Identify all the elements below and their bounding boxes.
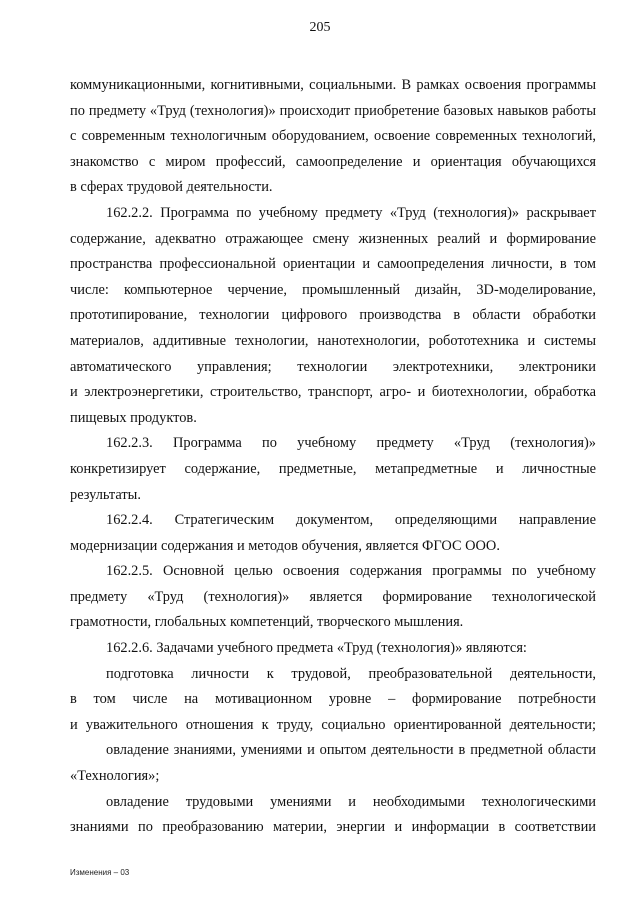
- text-line: и электроэнергетики, строительство, транспорт, агро- и биотехнологии, обработка: [70, 384, 596, 401]
- text-line: 162.2.6. Задачами учебного предмета «Труд (технология)» являются:: [106, 640, 527, 657]
- text-line: в сферах трудовой деятельности.: [70, 179, 273, 196]
- page-number: 205: [309, 20, 331, 35]
- text-line: материалов, аддитивные технологии, нанотехнологии, робототехника и системы: [70, 332, 596, 349]
- text-line: овладение трудовыми умениями и необходимыми технологическими: [106, 793, 596, 810]
- footer-revision-note: Изменения – 03: [70, 868, 130, 877]
- text-line: знакомство с миром профессий, самоопределение и ориентация обучающихся: [70, 153, 596, 170]
- text-line: конкретизирует содержание, предметные, метапредметные и личностные: [70, 460, 596, 477]
- text-line: знаниями по преобразованию материи, энергии и информации в соответствии: [70, 819, 596, 836]
- text-line: «Технология»;: [70, 768, 160, 785]
- text-line: с современным технологичным оборудованием, освоение современных технологий,: [70, 128, 596, 145]
- text-line: и уважительного отношения к труду, социально ориентированной деятельности;: [70, 716, 596, 733]
- text-line: автоматического управления; технологии электротехники, электроники: [70, 358, 596, 375]
- text-line: 162.2.4. Стратегическим документом, определяющими направление: [106, 512, 596, 529]
- text-line: овладение знаниями, умениями и опытом деятельности в предметной области: [106, 742, 596, 759]
- text-line: предмету «Труд (технология)» является формирование технологической: [70, 588, 596, 605]
- text-line: числе: компьютерное черчение, промышленный дизайн, 3D-моделирование,: [70, 281, 596, 298]
- text-line: пищевых продуктов.: [70, 409, 197, 426]
- text-line: коммуникационными, когнитивными, социальными. В рамках освоения программы: [70, 77, 596, 93]
- text-line: содержание, адекватно отражающее смену жизненных реалий и формирование: [70, 230, 596, 247]
- text-line: 162.2.3. Программа по учебному предмету «Труд (технология)»: [106, 435, 596, 452]
- text-line: пространства профессиональной ориентации и самоопределения личности, в том: [70, 256, 596, 273]
- text-line: результаты.: [70, 486, 141, 503]
- body-text: [70, 73, 596, 841]
- text-line: подготовка личности к трудовой, преобразовательной деятельности,: [106, 665, 596, 682]
- text-line: по предмету «Труд (технология)» происходит приобретение базовых навыков работы: [70, 102, 596, 119]
- text-line: грамотности, глобальных компетенций, творческого мышления.: [70, 614, 464, 631]
- text-line: модернизации содержания и методов обучения, является ФГОС ООО.: [70, 537, 500, 554]
- text-line: прототипирование, технологии цифрового производства в области обработки: [70, 307, 596, 324]
- text-line: 162.2.5. Основной целью освоения содержания программы по учебному: [106, 563, 596, 580]
- text-line: 162.2.2. Программа по учебному предмету «Труд (технология)» раскрывает: [106, 204, 596, 221]
- text-line: в том числе на мотивационном уровне – формирование потребности: [70, 691, 596, 708]
